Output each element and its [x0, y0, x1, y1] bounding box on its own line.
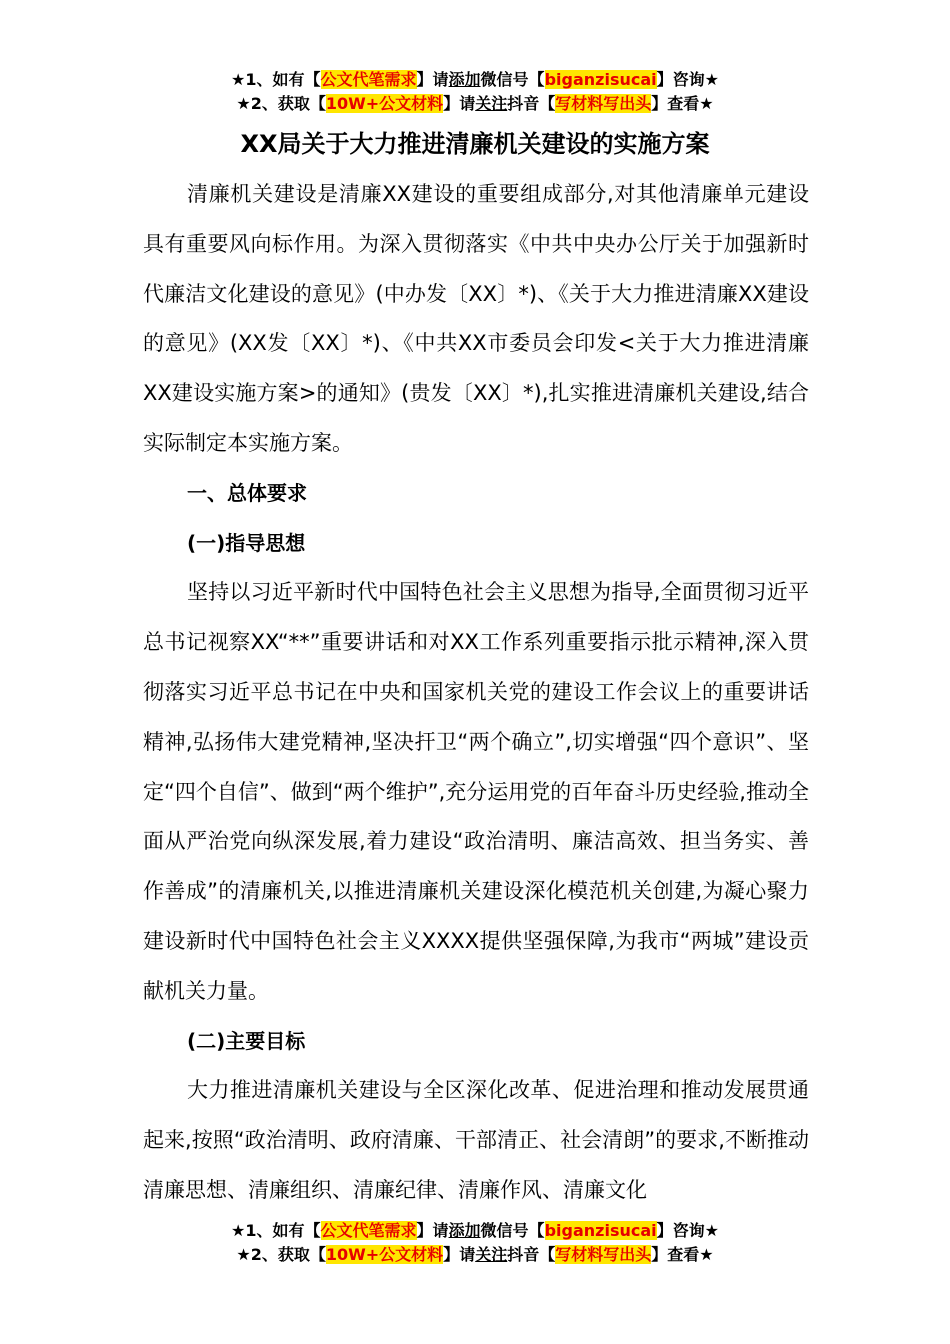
main-goals-paragraph: 大力推进清廉机关建设与全区深化改革、促进治理和推动发展贯通起来,按照“政治清明、政府清廉、干部清正、社会清朗”的要求,不断推动清廉思想、清廉组织、清廉纪律、清廉作风、清廉文化 — [143, 1078, 809, 1202]
promo-line-2: ★2、获取【10W+公文材料】请关注抖音【写材料写出头】查看★ — [236, 94, 714, 113]
document-body — [143, 170, 809, 1216]
promo-line-2: ★2、获取【10W+公文材料】请关注抖音【写材料写出头】查看★ — [236, 1245, 714, 1264]
promo-line-1: ★1、如有【公文代笔需求】请添加微信号【biganzisucai】咨询★ — [231, 70, 719, 89]
promo-wechat-id: biganzisucai — [544, 70, 657, 89]
promo-line-1: ★1、如有【公文代笔需求】请添加微信号【biganzisucai】咨询★ — [231, 1221, 719, 1240]
promo-highlight: 公文代笔需求 — [320, 70, 417, 89]
document-title: XX局关于大力推进清廉机关建设的实施方案 — [240, 130, 710, 158]
subsection-heading: (一)指导思想 — [187, 530, 306, 555]
promo-douyin-id: 写材料写出头 — [555, 94, 652, 113]
promo-banner-bottom — [0, 1219, 950, 1267]
promo-highlight: 10W+公文材料 — [325, 1245, 444, 1264]
subsection-heading: (二)主要目标 — [187, 1028, 306, 1053]
promo-highlight: 10W+公文材料 — [325, 94, 444, 113]
promo-highlight: 公文代笔需求 — [320, 1221, 417, 1240]
intro-paragraph: 清廉机关建设是清廉XX建设的重要组成部分,对其他清廉单元建设具有重要风向标作用。为深入贯彻落实《中共中央办公厅关于加强新时代廉洁文化建设的意见》(中办发〔XX〕*)、《关于大力推进清廉XX建设的意见》(XX发〔XX〕*)、《中共XX市委员会印发<关于大力推进清廉XX建设实施方案>的通知》(贵发〔XX〕*),扎实推进清廉机关建设,结合实际制定本实施方案。 — [143, 182, 809, 455]
promo-wechat-id: biganzisucai — [544, 1221, 657, 1240]
section-heading: 一、总体要求 — [187, 480, 307, 505]
promo-banner-top — [0, 68, 950, 116]
promo-douyin-id: 写材料写出头 — [555, 1245, 652, 1264]
guiding-thought-paragraph: 坚持以习近平新时代中国特色社会主义思想为指导,全面贯彻习近平总书记视察XX“**”重要讲话和对XX工作系列重要指示批示精神,深入贯彻落实习近平总书记在中央和国家机关党的建设工作会议上的重要讲话精神,弘扬伟大建党精神,坚决扞卫“两个确立”,切实增强“四个意识”、坚定“四个自信”、做到“两个维护”,充分运用党的百年奋斗历史经验,推动全面从严治党向纵深发展,着力建设“政治清明、廉洁高效、担当务实、善作善成”的清廉机关,以推进清廉机关建设深化模范机关创建,为凝心聚力建设新时代中国特色社会主义XXXX提供坚强保障,为我市“两城”建设贡献机关力量。 — [143, 580, 809, 1003]
